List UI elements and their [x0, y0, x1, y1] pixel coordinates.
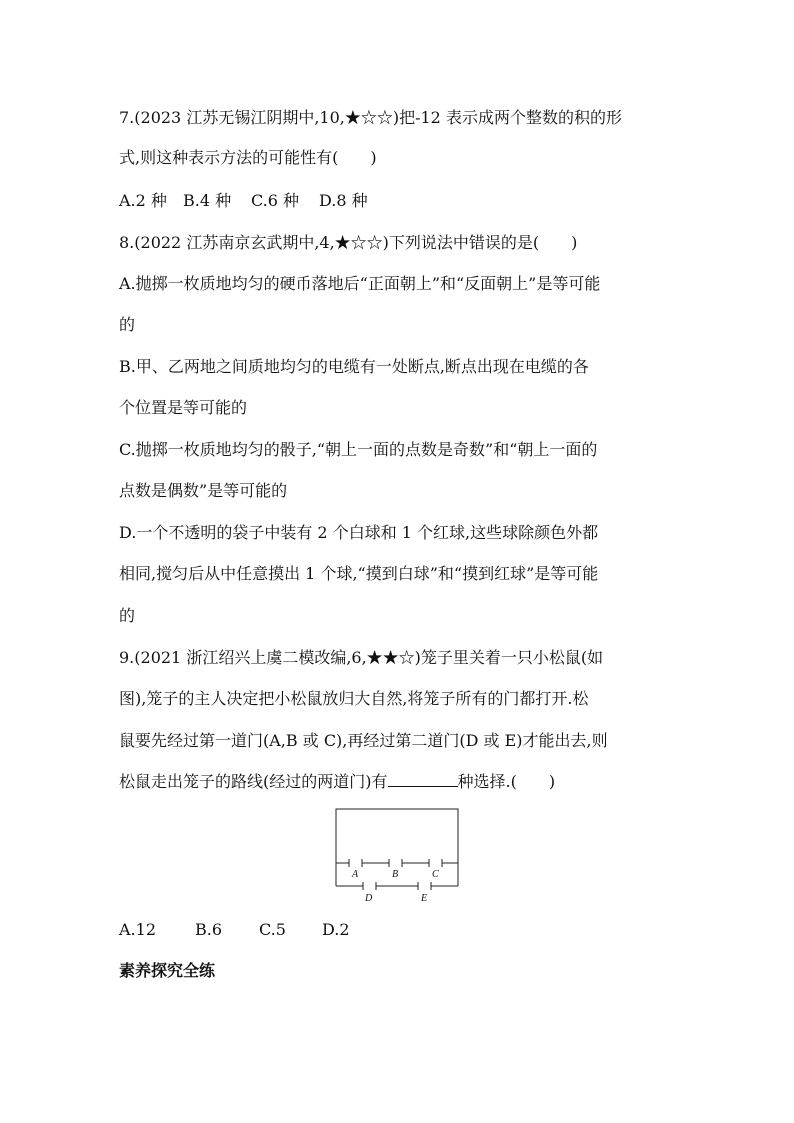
q8-option-b-line-2[interactable]: 个位置是等可能的 [119, 398, 248, 417]
q8-option-a-line-2[interactable]: 的 [119, 315, 136, 334]
q9-option-a[interactable]: A.12 [119, 920, 156, 939]
q9-stem-line-3: 鼠要先经过第一道门(A,B 或 C),再经过第二道门(D 或 E)才能出去,则 [119, 731, 608, 750]
q7-option-b[interactable]: B.4 种 [183, 191, 232, 210]
door-label-b: B [392, 869, 399, 880]
q7-option-d[interactable]: D.8 种 [319, 191, 368, 210]
q9-answer-blank[interactable] [388, 772, 458, 787]
q8-option-d-line-1[interactable]: D.一个不透明的袋子中装有 2 个白球和 1 个红球,这些球除颜色外都 [119, 523, 599, 542]
q8-option-a-line-1[interactable]: A.抛掷一枚质地均匀的硬币落地后“正面朝上”和“反面朝上”是等可能 [119, 274, 601, 293]
q8-option-c-line-2[interactable]: 点数是偶数”是等可能的 [119, 481, 288, 500]
q9-stem-line-2: 图),笼子的主人决定把小松鼠放归大自然,将笼子所有的门都打开.松 [119, 689, 589, 708]
q7-option-a[interactable]: A.2 种 [119, 191, 167, 210]
door-label-e: E [421, 893, 428, 904]
q9-option-d[interactable]: D.2 [322, 920, 350, 939]
q9-option-c[interactable]: C.5 [259, 920, 286, 939]
cage-figure [333, 806, 461, 906]
q7-stem-line-1: 7.(2023 江苏无锡江阴期中,10,★☆☆)把-12 表示成两个整数的积的形 [119, 108, 622, 127]
door-label-a: A [352, 869, 359, 880]
q8-option-b-line-1[interactable]: B.甲、乙两地之间质地均匀的电缆有一处断点,断点出现在电缆的各 [119, 357, 589, 376]
section-title: 素养探究全练 [119, 961, 216, 980]
q9-stem-line-4 [119, 772, 555, 792]
q9-options [119, 920, 350, 940]
q8-option-d-line-2[interactable]: 相同,搅匀后从中任意摸出 1 个球,“摸到白球”和“摸到红球”是等可能 [119, 564, 599, 583]
q9-option-b[interactable]: B.6 [195, 920, 223, 939]
q7-option-c[interactable]: C.6 种 [251, 191, 300, 210]
door-label-d: D [365, 893, 373, 904]
q8-option-c-line-1[interactable]: C.抛掷一枚质地均匀的骰子,“朝上一面的点数是奇数”和“朝上一面的 [119, 440, 598, 459]
q8-option-d-line-3[interactable]: 的 [119, 606, 136, 625]
q7-stem-line-2: 式,则这种表示方法的可能性有( ) [119, 148, 377, 167]
q8-stem: 8.(2022 江苏南京玄武期中,4,★☆☆)下列说法中错误的是( ) [119, 233, 578, 252]
q9-stem-line-1: 9.(2021 浙江绍兴上虞二模改编,6,★★☆)笼子里关着一只小松鼠(如 [119, 648, 604, 667]
q7-options [119, 191, 368, 211]
door-label-c: C [432, 869, 439, 880]
q9-stem-line-4-post: 种选择.( ) [457, 772, 556, 791]
q9-stem-line-4-pre: 松鼠走出笼子的路线(经过的两道门)有 [119, 772, 388, 791]
